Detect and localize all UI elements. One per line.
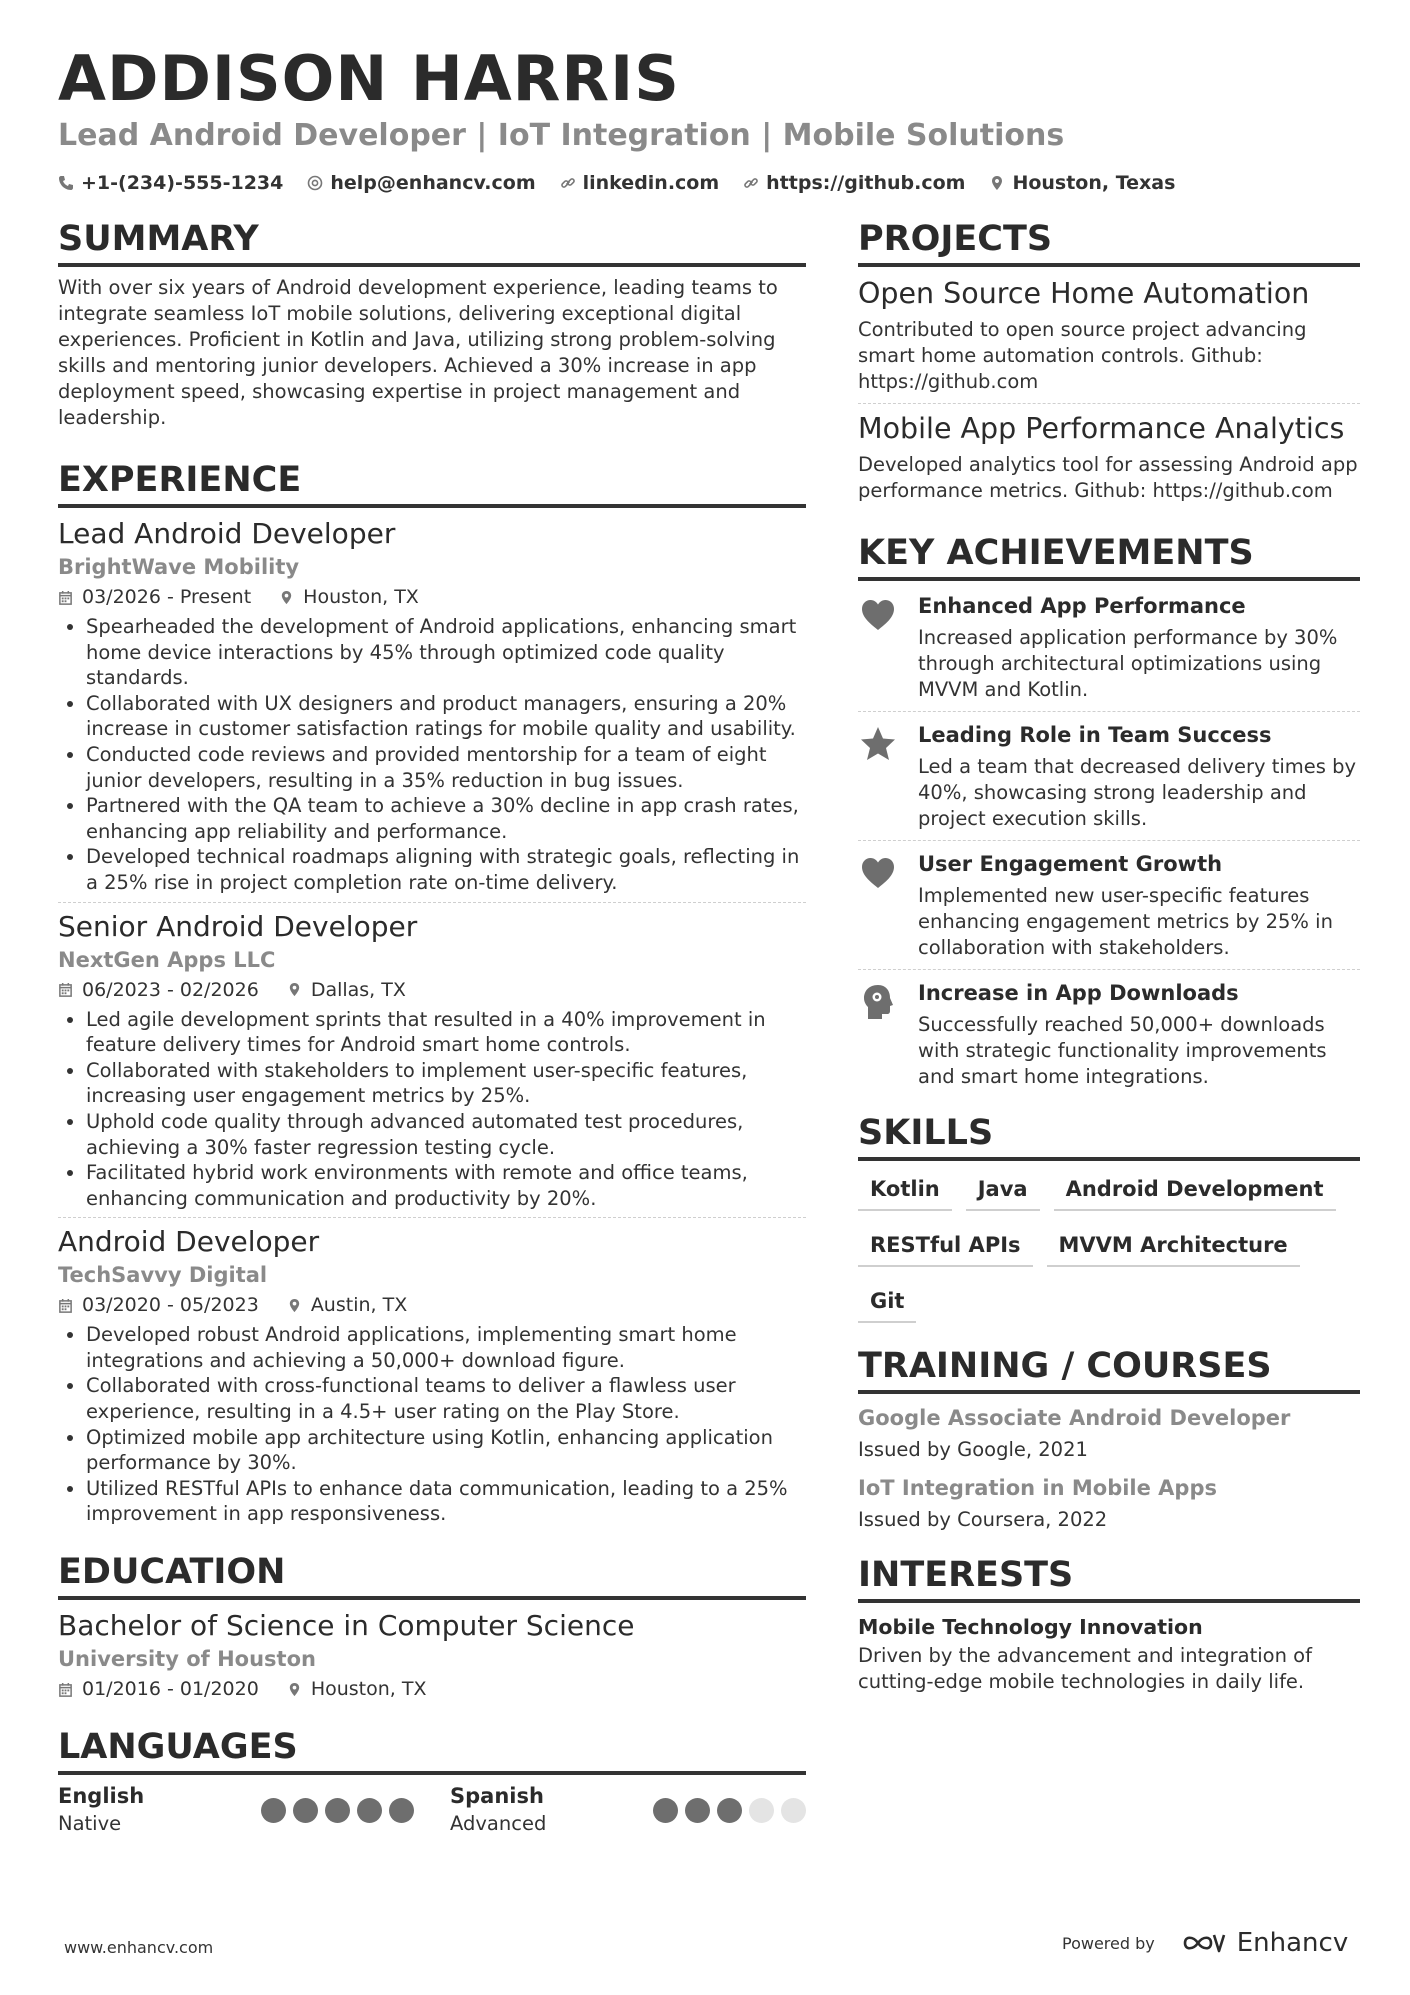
job-title: Senior Android Developer [58, 909, 418, 943]
interest-title: Mobile Technology Innovation [858, 1615, 1203, 1639]
achievement-title: Leading Role in Team Success [918, 723, 1272, 747]
education-location: Houston, TX [310, 1678, 427, 1701]
interest-text: Driven by the advancement and integration of cutting-edge mobile technologies in daily life. [858, 1644, 1312, 1693]
heart-icon [858, 595, 898, 635]
bullet-item: • Led agile development sprints that resulted in a 40% improvement in feature delivery times for Android smart home controls. [86, 1007, 806, 1058]
company-name: TechSavvy Digital [58, 1263, 268, 1288]
education-heading: EDUCATION [58, 1551, 806, 1600]
location-icon [279, 590, 294, 605]
interests-heading: INTERESTS [858, 1554, 1360, 1603]
location-icon [287, 1298, 302, 1313]
bullet-item: • Optimized mobile app architecture using Kotlin, enhancing application performance by 30%. [86, 1425, 806, 1476]
proficiency-dot-filled [325, 1798, 350, 1823]
project-description: Contributed to open source project advancing smart home automation controls. Github: https://github.com [858, 318, 1307, 393]
contact-phone-text: +1-(234)-555-1234 [81, 172, 284, 194]
proficiency-dot-filled [357, 1798, 382, 1823]
achievements-heading: KEY ACHIEVEMENTS [858, 532, 1360, 581]
bullet-item: • Uphold code quality through advanced automated test procedures, achieving a 30% faster regression testing cycle. [86, 1109, 806, 1160]
education-section [58, 1551, 806, 1704]
phone-icon [58, 175, 74, 191]
proficiency-dot-filled [717, 1798, 742, 1823]
contact-phone[interactable] [58, 172, 283, 194]
language-list [58, 1783, 806, 1837]
skill-tag: Kotlin [858, 1169, 952, 1211]
achievement-text: Increased application performance by 30% through architectural optimizations using MVVM and Kotlin. [918, 626, 1338, 701]
company-name: NextGen Apps LLC [58, 947, 276, 972]
job-bullets [58, 1007, 806, 1212]
company-name: BrightWave Mobility [58, 555, 300, 579]
proficiency-dots [261, 1798, 414, 1823]
job-location: Houston, TX [303, 586, 419, 608]
link-icon [743, 175, 759, 191]
course-issuer: Issued by Google, 2021 [858, 1438, 1088, 1461]
enhancv-logo[interactable] [1181, 1928, 1348, 1958]
job-entry [58, 1224, 806, 1533]
job-meta [58, 975, 806, 1005]
skills-heading: SKILLS [858, 1112, 1360, 1161]
contact-email[interactable] [307, 172, 535, 194]
link-icon [560, 175, 576, 191]
contact-location [989, 172, 1175, 194]
education-dates: 01/2016 - 01/2020 [82, 1678, 259, 1701]
proficiency-dot-filled [261, 1798, 286, 1823]
course-issuer: Issued by Coursera, 2022 [858, 1508, 1108, 1531]
skill-tag: Android Development [1054, 1169, 1336, 1211]
skills-section [858, 1112, 1360, 1323]
summary-heading: SUMMARY [58, 218, 806, 267]
job-dates: 03/2020 - 05/2023 [82, 1294, 259, 1317]
job-entry [58, 516, 806, 903]
bullet-item: • Developed robust Android applications, implementing smart home integrations and achieving a 50,000+ download figure. [86, 1322, 806, 1373]
education-meta [58, 1674, 806, 1704]
proficiency-dot-empty [781, 1798, 806, 1823]
skill-tag: Git [858, 1281, 916, 1323]
calendar-icon [58, 1682, 73, 1697]
powered-by-label: Powered by [1062, 1933, 1155, 1953]
job-title: Lead Android Developer [58, 517, 396, 550]
job-bullets [58, 614, 806, 896]
achievement-title: User Engagement Growth [918, 852, 1223, 876]
achievement-entry [858, 847, 1360, 970]
skill-list [858, 1169, 1360, 1323]
achievement-text: Implemented new user-specific features enhancing engagement metrics by 25% in collaboration with stakeholders. [918, 884, 1333, 959]
bullet-item: • Developed technical roadmaps aligning with strategic goals, reflecting in a 25% rise in project completion rate on-time delivery. [86, 844, 806, 895]
job-dates: 03/2026 - Present [82, 586, 252, 608]
language-level: Native [58, 1812, 122, 1836]
proficiency-dot-filled [653, 1798, 678, 1823]
school-name: University of Houston [58, 1647, 316, 1672]
contact-location-text: Houston, Texas [1012, 172, 1176, 194]
project-description: Developed analytics tool for assessing Android app performance metrics. Github: https://github.com [858, 453, 1358, 502]
brand-name: Enhancv [1236, 1928, 1349, 1958]
enhancv-logo-icon [1181, 1930, 1227, 1956]
bullet-item: • Partnered with the QA team to achieve a 30% decline in app crash rates, enhancing app reliability and performance. [86, 793, 806, 844]
proficiency-dot-filled [685, 1798, 710, 1823]
summary-section [58, 218, 806, 431]
languages-heading: LANGUAGES [58, 1726, 806, 1775]
star-icon [858, 724, 898, 764]
bullet-item: • Spearheaded the development of Android applications, enhancing smart home device interactions by 45% through optimized code quality standards. [86, 614, 806, 691]
location-icon [287, 1682, 302, 1697]
bullet-item: • Collaborated with cross-functional teams to deliver a flawless user experience, resulting in a 4.5+ user rating on the Play Store. [86, 1373, 806, 1424]
proficiency-dots [653, 1798, 806, 1823]
achievements-section [858, 532, 1360, 1098]
language-name: English [58, 1784, 145, 1809]
interests-section [858, 1554, 1360, 1695]
proficiency-dot-empty [749, 1798, 774, 1823]
heart-icon [858, 853, 898, 893]
footer-branding [1062, 1928, 1348, 1958]
experience-section [58, 459, 806, 1533]
achievement-entry [858, 976, 1360, 1098]
achievement-entry [858, 718, 1360, 841]
course-title: Google Associate Android Developer [858, 1406, 1291, 1430]
training-heading: TRAINING / COURSES [858, 1345, 1360, 1394]
job-location: Austin, TX [310, 1294, 408, 1317]
contact-github-text: https://github.com [766, 172, 966, 194]
bullet-item: • Conducted code reviews and provided mentorship for a team of eight junior developers, resulting in a 35% reduction in bug issues. [86, 742, 806, 793]
skill-tag: MVVM Architecture [1047, 1225, 1300, 1267]
headline: Lead Android Developer | IoT Integration | Mobile Solutions [58, 118, 1065, 153]
contact-email-text: help@enhancv.com [330, 172, 536, 194]
job-dates: 06/2023 - 02/2026 [82, 978, 259, 1001]
contact-github[interactable] [743, 172, 965, 194]
calendar-icon [58, 1298, 73, 1313]
footer-website[interactable]: www.enhancv.com [64, 1938, 214, 1957]
language-name: Spanish [450, 1784, 544, 1809]
bullet-item: • Collaborated with UX designers and product managers, ensuring a 20% increase in customer satisfaction ratings for mobile quality and usability. [86, 691, 806, 742]
job-bullets [58, 1322, 806, 1527]
location-icon [989, 175, 1005, 191]
job-meta [58, 582, 806, 612]
achievement-title: Increase in App Downloads [918, 981, 1239, 1005]
project-title: Mobile App Performance Analytics [858, 412, 1345, 445]
projects-section [858, 218, 1360, 512]
language-item [58, 1783, 414, 1837]
job-entry [58, 909, 806, 1219]
bullet-item: • Facilitated hybrid work environments with remote and office teams, enhancing communication and productivity by 20%. [86, 1160, 806, 1211]
left-column [58, 218, 806, 1837]
languages-section [58, 1726, 806, 1837]
experience-heading: EXPERIENCE [58, 459, 806, 508]
right-column [858, 218, 1360, 1695]
proficiency-dot-filled [389, 1798, 414, 1823]
skill-tag: RESTful APIs [858, 1225, 1033, 1267]
at-icon [307, 175, 323, 191]
job-title: Android Developer [58, 1225, 320, 1259]
skill-tag: Java [966, 1169, 1040, 1211]
training-section [858, 1345, 1360, 1536]
course-title: IoT Integration in Mobile Apps [858, 1476, 1217, 1500]
contact-bar [58, 168, 1175, 198]
project-entry [858, 410, 1360, 512]
proficiency-dot-filled [293, 1798, 318, 1823]
language-level: Advanced [450, 1812, 547, 1836]
job-meta [58, 1290, 806, 1320]
bullet-item: • Collaborated with stakeholders to implement user-specific features, increasing user engagement metrics by 25%. [86, 1058, 806, 1109]
candidate-name: ADDISON HARRIS [58, 42, 680, 115]
bullet-item: • Utilized RESTful APIs to enhance data communication, leading to a 25% improvement in app responsiveness. [86, 1476, 806, 1527]
head-icon [858, 982, 898, 1022]
projects-heading: PROJECTS [858, 218, 1360, 267]
degree: Bachelor of Science in Computer Science [58, 1609, 635, 1643]
achievement-text: Successfully reached 50,000+ downloads with strategic functionality improvements and smart home integrations. [918, 1013, 1327, 1088]
contact-linkedin[interactable] [560, 172, 720, 194]
project-title: Open Source Home Automation [858, 277, 1310, 310]
contact-linkedin-text: linkedin.com [582, 172, 720, 194]
summary-text: With over six years of Android development experience, leading teams to integrate seamless IoT mobile solutions, delivering exceptional digital experiences. Proficient in Kotlin and Java, utilizing strong problem-solving skills and mentoring junior developers. Achieved a 30% increase in app deployment speed, showcasing expertise in project management and leadership. [58, 276, 778, 429]
achievement-entry [858, 589, 1360, 712]
language-item [450, 1783, 806, 1837]
project-entry [858, 275, 1360, 404]
calendar-icon [58, 982, 73, 997]
location-icon [287, 982, 302, 997]
achievement-text: Led a team that decreased delivery times by 40%, showcasing strong leadership and project execution skills. [918, 755, 1357, 830]
calendar-icon [58, 590, 73, 605]
achievement-title: Enhanced App Performance [918, 594, 1246, 618]
job-location: Dallas, TX [310, 978, 406, 1001]
